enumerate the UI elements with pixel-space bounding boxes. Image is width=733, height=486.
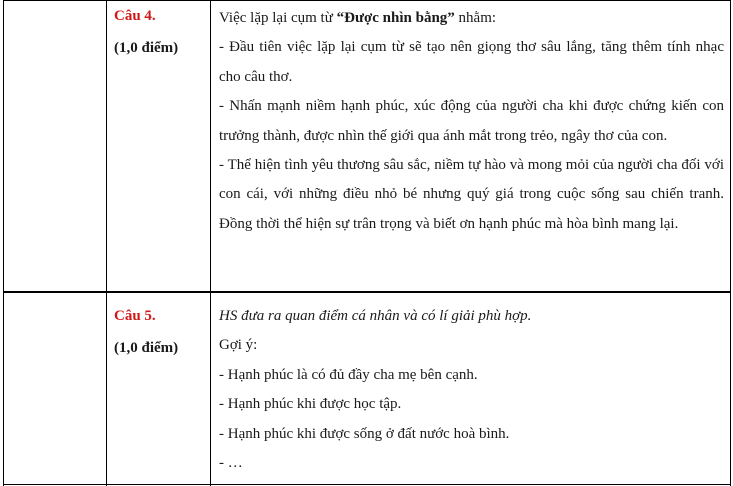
answer-intro xyxy=(219,4,724,33)
question-number: Câu 5. xyxy=(114,308,156,324)
intro-text: Việc lặp lại cụm từ xyxy=(219,10,337,26)
answer-bullet: - Thể hiện tình yêu thương sâu sắc, niềm tự hào và mong mỏi của người cha đối với con cái, với những điều nhỏ bé nhưng quý giá trong cuộc sống sau chiến tranh. Đồng thời thể hiện sự trân trọng và biết ơn hạnh phúc mà hòa bình mang lại. xyxy=(219,157,724,232)
question-4-label xyxy=(114,6,178,58)
answer-intro: HS đưa ra quan điểm cá nhân và có lí giải phù hợp. xyxy=(219,308,532,324)
intro-quote: “Được nhìn bằng” xyxy=(336,10,455,26)
table-border-right xyxy=(730,0,731,486)
answer-bullet: - Hạnh phúc khi được sống ở đất nước hoà bình. xyxy=(219,425,510,442)
answer-bullet: - Nhấn mạnh niềm hạnh phúc, xúc động của người cha khi được chứng kiến con trưởng thành, được nhìn thế giới qua ánh mắt trong trẻo, ngây thơ của con. xyxy=(219,98,724,144)
question-4-answer xyxy=(219,4,724,239)
answer-bullet: - Đầu tiên việc lặp lại cụm từ sẽ tạo nên giọng thơ sâu lắng, tăng thêm tính nhạc cho câu thơ. xyxy=(219,39,724,85)
table-border-top xyxy=(3,0,731,1)
answer-bullet: - … xyxy=(219,455,243,472)
intro-tail: nhằm: xyxy=(454,10,497,26)
table-border-col1 xyxy=(106,0,107,486)
table-border-col2 xyxy=(210,0,211,486)
question-5-answer xyxy=(219,302,724,478)
question-points: (1,0 điểm) xyxy=(114,40,179,56)
table-border-bottom xyxy=(3,484,731,485)
question-points: (1,0 điểm) xyxy=(114,340,179,356)
hint-label: Gợi ý: xyxy=(219,337,258,354)
row-divider xyxy=(3,291,731,293)
answer-bullet: - Hạnh phúc khi được học tập. xyxy=(219,396,402,413)
table-border-left xyxy=(3,0,4,486)
question-5-label xyxy=(114,306,178,358)
answer-bullet: - Hạnh phúc là có đủ đầy cha mẹ bên cạnh. xyxy=(219,366,478,383)
question-number: Câu 4. xyxy=(114,8,156,24)
